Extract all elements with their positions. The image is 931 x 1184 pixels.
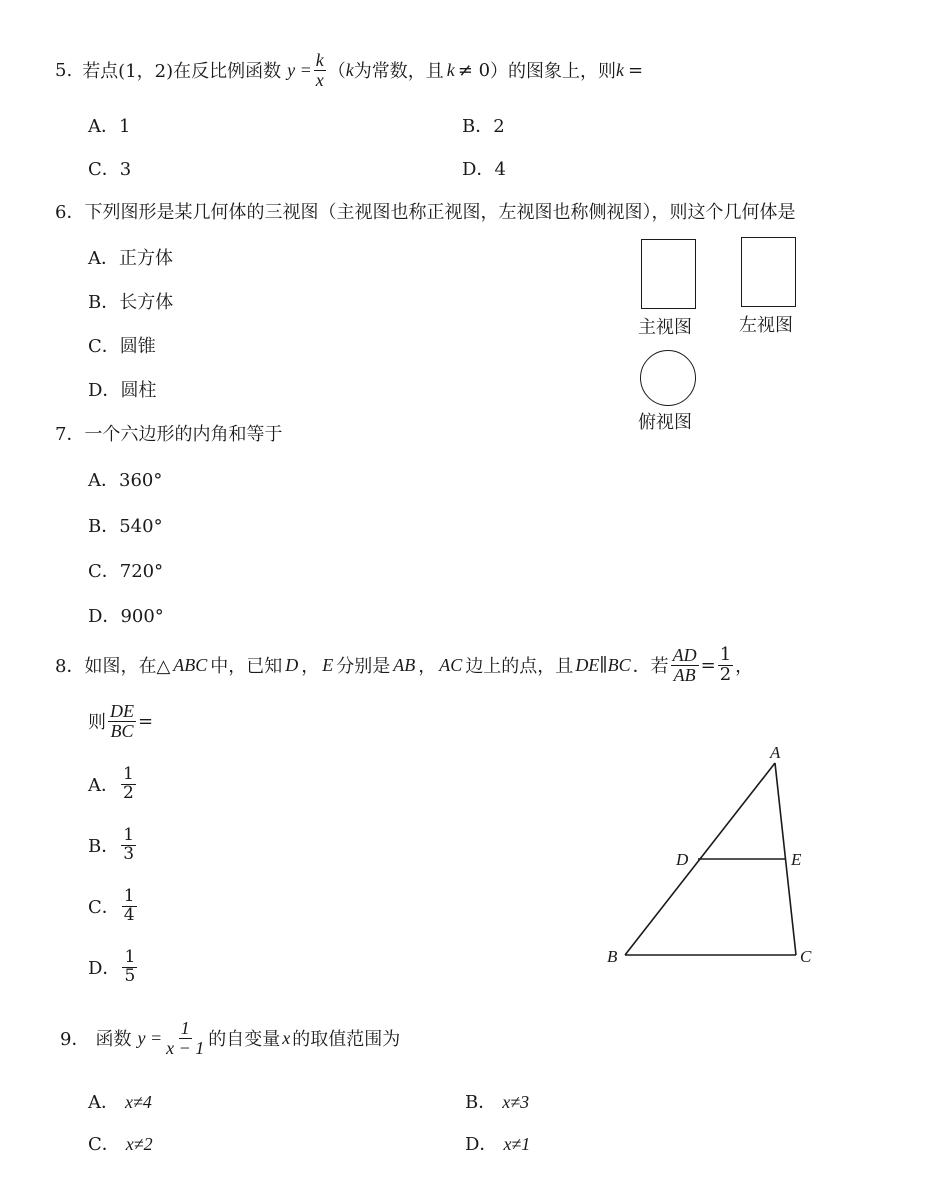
q7-option-c-text: 720°	[119, 561, 164, 582]
q8-target-num: DE	[110, 700, 134, 721]
q6-option-d-text: 圆柱	[120, 380, 157, 401]
q6-option-c-text: 圆锥	[119, 336, 156, 357]
q8-debc: DE∥BC	[575, 654, 631, 675]
q5-frac-den: x	[315, 69, 324, 90]
q8-end: ，	[735, 656, 754, 677]
q8-option-c-den: 4	[123, 904, 135, 925]
q9-fraction	[164, 1019, 206, 1058]
q9-option-b-label: B．	[465, 1092, 497, 1113]
q8-option-a-fraction	[121, 766, 136, 803]
q8-ratio-fraction	[671, 646, 699, 685]
q8-half-num: 1	[719, 643, 732, 665]
q8-comma: ，	[301, 656, 320, 677]
q8-option-d-num: 1	[124, 947, 136, 967]
q9-stem	[60, 1013, 400, 1063]
q7-option-a-label: A．	[88, 470, 119, 491]
q5-stem-d: ）的图象上，则	[490, 61, 617, 82]
q8-option-d-den: 5	[124, 965, 136, 986]
q6-option-b-text: 长方体	[119, 292, 174, 313]
q8-ac: AC	[439, 654, 463, 675]
q8-stem-a: 如图，在△	[84, 656, 171, 677]
q8-option-b[interactable]	[88, 827, 138, 864]
q8-stem-b: 中，已知	[210, 656, 283, 677]
q8-line2-a: 则	[88, 712, 106, 733]
q5-option-b-label: B．	[462, 116, 494, 137]
q7-option-a-text: 360°	[119, 470, 163, 491]
top-view-circle	[640, 350, 696, 406]
q8-option-d-fraction	[122, 949, 137, 986]
q8-option-a-den: 2	[123, 782, 134, 803]
q8-number: 8．	[55, 656, 85, 677]
q5-option-b[interactable]	[462, 112, 505, 138]
q9-option-c-text: x≠2	[125, 1134, 153, 1154]
q8-abc: ABC	[173, 654, 208, 675]
vertex-label-e: E	[791, 850, 802, 869]
front-view-rect	[641, 239, 696, 309]
q7-option-b-label: B．	[88, 516, 120, 537]
q6-stem	[55, 198, 795, 224]
q8-option-b-num: 1	[123, 825, 135, 845]
q9-stem-a: 函数	[95, 1029, 132, 1050]
q7-stem-text: 一个六边形的内角和等于	[84, 424, 283, 445]
q7-option-c[interactable]	[88, 557, 163, 583]
q9-option-b-text: x≠3	[502, 1092, 530, 1112]
q5-number: 5.	[55, 59, 73, 81]
q9-x: x	[282, 1027, 291, 1048]
q8-target-den: BC	[110, 720, 134, 741]
q8-e: E	[322, 654, 334, 675]
q9-option-d-label: D．	[465, 1134, 498, 1155]
q7-option-c-label: C．	[88, 561, 120, 582]
q9-frac-den: x − 1	[166, 1037, 205, 1058]
q7-option-b-text: 540°	[119, 516, 163, 537]
q8-target-fraction	[108, 702, 136, 741]
q8-option-c[interactable]	[88, 888, 139, 925]
q9-option-d[interactable]	[465, 1130, 530, 1156]
q9-stem-c: 的取值范围为	[292, 1029, 401, 1050]
top-view-label: 俯视图	[638, 412, 692, 433]
q5-eq-y: y =	[287, 59, 312, 80]
q5-stem-b: （	[327, 61, 346, 82]
q5-option-c-text: 3	[119, 159, 132, 180]
q8-ratio-den: AB	[673, 664, 696, 685]
vertex-label-b: B	[607, 947, 618, 966]
q6-option-c[interactable]	[88, 332, 156, 358]
q5-stem-a: 若点(1，2)在反比例函数	[82, 61, 282, 82]
q8-option-b-label: B．	[88, 836, 120, 858]
vertex-label-d: D	[676, 850, 689, 869]
q8-line2	[88, 696, 153, 746]
q5-option-a-label: A．	[88, 116, 119, 137]
q8-stem-c: 分别是	[336, 656, 391, 677]
q5-k-c: k	[616, 59, 625, 80]
q8-option-d-label: D．	[88, 958, 121, 980]
q8-option-d[interactable]	[88, 949, 139, 986]
q7-number: 7．	[55, 424, 85, 445]
q8-half-fraction	[718, 643, 733, 685]
q8-half-den: 2	[719, 663, 732, 685]
q9-option-a[interactable]	[88, 1088, 152, 1114]
left-view-label: 左视图	[739, 315, 793, 336]
q9-option-c[interactable]	[88, 1130, 153, 1156]
q8-option-a[interactable]	[88, 766, 138, 803]
q5-option-b-text: 2	[493, 116, 505, 137]
q8-d: D	[285, 654, 299, 675]
q5-stem-c: 为常数，且	[353, 61, 444, 82]
q6-option-a-label: A．	[88, 248, 119, 269]
q5-eq: =	[628, 59, 644, 81]
q6-option-c-label: C．	[88, 336, 120, 357]
q7-option-a[interactable]	[88, 466, 162, 492]
q5-k-a: k	[345, 59, 354, 80]
q6-option-d[interactable]	[88, 376, 156, 402]
q5-option-d[interactable]	[462, 155, 506, 181]
q6-option-a[interactable]	[88, 244, 173, 270]
q8-line2-eq: =	[138, 710, 154, 732]
q5-option-d-text: 4	[494, 159, 506, 180]
q9-option-a-label: A．	[88, 1092, 119, 1113]
q7-option-d-label: D．	[88, 606, 121, 627]
q6-option-d-label: D．	[88, 380, 121, 401]
q8-ratio-num: AD	[672, 644, 697, 665]
q5-option-c-label: C．	[88, 159, 120, 180]
q5-frac-num: k	[315, 49, 324, 70]
q9-number: 9．	[60, 1029, 90, 1050]
q8-stem-d: 边上的点，且	[465, 656, 574, 677]
q8-ab: AB	[393, 654, 416, 675]
q5-neq: ≠ 0	[457, 59, 491, 81]
q9-option-a-text: x≠4	[125, 1092, 152, 1112]
q7-option-b[interactable]	[88, 512, 163, 538]
q5-option-d-label: D．	[462, 159, 495, 180]
q5-option-a[interactable]	[88, 112, 130, 138]
q7-option-d[interactable]	[88, 602, 164, 628]
front-view-label: 主视图	[638, 317, 692, 338]
q9-eq-y: y =	[137, 1027, 163, 1048]
q8-stem-e: ．若	[632, 656, 669, 677]
q5-stem	[55, 48, 643, 92]
q5-option-a-text: 1	[119, 116, 131, 137]
q6-stem-text: 下列图形是某几何体的三视图（主视图也称正视图，左视图也称侧视图），则这个几何体是	[84, 202, 796, 223]
q6-option-b[interactable]	[88, 288, 173, 314]
q8-option-b-fraction	[121, 827, 136, 864]
q7-stem	[55, 420, 282, 446]
q8-option-a-label: A．	[88, 775, 119, 797]
q8-eq: =	[700, 654, 716, 676]
q5-k-b: k	[446, 59, 455, 80]
vertex-label-c: C	[800, 947, 812, 966]
q7-option-d-text: 900°	[120, 606, 164, 627]
q9-frac-num: 1	[180, 1017, 190, 1038]
q8-option-b-den: 3	[123, 843, 135, 864]
left-view-rect	[741, 237, 796, 307]
q8-option-c-label: C．	[88, 897, 120, 919]
q9-stem-b: 的自变量	[208, 1029, 281, 1050]
q6-option-b-label: B．	[88, 292, 120, 313]
q6-option-a-text: 正方体	[119, 248, 173, 269]
q8-stem	[55, 640, 753, 690]
q8-comma2: ，	[418, 656, 437, 677]
q5-option-c[interactable]	[88, 155, 131, 181]
q9-option-c-label: C．	[88, 1134, 120, 1155]
q8-option-a-num: 1	[123, 764, 134, 784]
q5-fraction	[314, 51, 326, 90]
q8-option-c-fraction	[122, 888, 137, 925]
vertex-label-a: A	[770, 743, 781, 762]
q9-option-d-text: x≠1	[503, 1134, 531, 1154]
q9-option-b[interactable]	[465, 1088, 529, 1114]
q8-triangle-figure	[600, 740, 830, 970]
q8-option-c-num: 1	[123, 886, 135, 906]
q6-number: 6．	[55, 202, 85, 223]
